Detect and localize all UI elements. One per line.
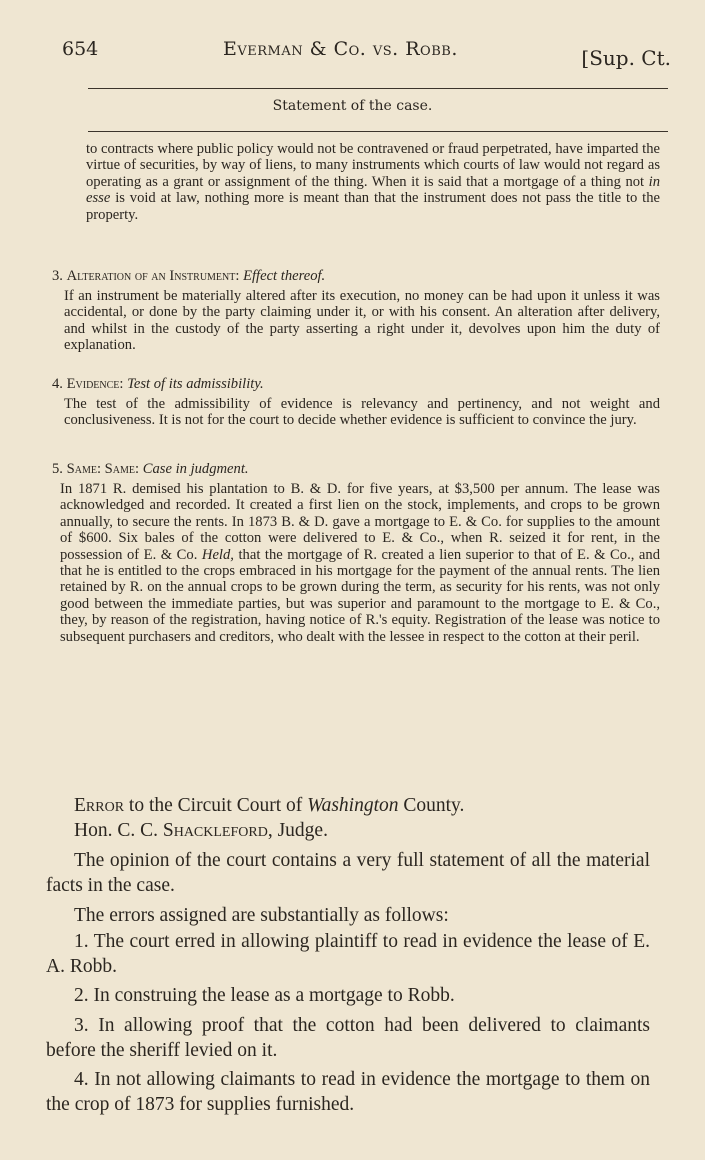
headnote-subtopic: Case in judgment. bbox=[142, 461, 249, 477]
statement-paragraph-5: 3. In allowing proof that the cotton had been delivered to claimants before the sheriff levied on it. bbox=[46, 1015, 650, 1061]
error-prefix: Error bbox=[74, 795, 125, 816]
error-line bbox=[74, 793, 678, 818]
headnote-topic: Alteration of an Instrument: bbox=[66, 268, 240, 284]
headnote-subtopic: Effect thereof. bbox=[243, 268, 326, 284]
county-word: County. bbox=[403, 795, 465, 816]
headnote-number: 4. bbox=[52, 376, 63, 392]
page-number: 654 bbox=[62, 38, 99, 60]
headnote-topic-2: Same: bbox=[104, 461, 140, 477]
section-label: Statement of the case. bbox=[272, 98, 433, 114]
judge-title: Judge. bbox=[277, 820, 328, 841]
syllabus-text: to contracts where public policy would not be contravened or fraud perpetrated, have imparted the virtue of securities, by way of liens, to many instruments which courts of law would not regard as operating as a grant or assignment of the thing. When it is said that a mortgage of a thing not bbox=[86, 141, 660, 190]
header-rule-top bbox=[88, 88, 668, 89]
headnote-number: 5. bbox=[52, 461, 63, 477]
case-title: Everman & Co. vs. Robb. bbox=[223, 38, 458, 60]
headnote-subtopic: Test of its admissibility. bbox=[127, 376, 264, 392]
headnote-5-text bbox=[60, 481, 660, 645]
statement-paragraph-2: The errors assigned are substantially as follows: bbox=[74, 905, 449, 926]
headnote-3-heading bbox=[52, 268, 652, 284]
judge-prefix: Hon. C. C. bbox=[74, 820, 158, 841]
headnote-5-text-after: that the mortgage of R. created a lien superior to that of E. & Co., and that he is entitled to the crops embraced in his mortgage for the payment of the annual rents. The lien retained by R. on the annual crops to be grown during the term, as security for his rents, was not only good between the immediate parties, but was superior and paramount to the mortgage to E. & Co., they, by reason of the registration, having notice of R.'s equity. Registration of the lease was notice to subsequent purchasers and creditors, who dealt with the lessee in respect to the cotton at their peril. bbox=[60, 546, 660, 645]
syllabus-text-end: is void at law, nothing more is meant than that the instrument does not pass the title to the property. bbox=[86, 190, 660, 223]
judge-name: Shackleford, bbox=[162, 820, 273, 841]
judge-line bbox=[74, 818, 678, 843]
error-text: to the Circuit Court of bbox=[128, 795, 303, 816]
statement-paragraph-4: 2. In construing the lease as a mortgage to Robb. bbox=[74, 985, 455, 1006]
headnote-number: 3. bbox=[52, 268, 63, 284]
statement-paragraph-1: The opinion of the court contains a very full statement of all the material facts in the case. bbox=[46, 850, 650, 896]
headnote-5-text-before: In 1871 R. demised his plantation to B. & D. for five years, at $3,500 per annum. The lease was acknowledged and recorded. It created a first lien on the stock, implements, and crops to be grown annually, to secure the rents. In 1873 B. & D. gave a mortgage to E. & Co. for supplies to the amount of $600. Six bales of the cotton were delivered to E. & Co., when R. seized it for rent, in the possession of E. & Co. bbox=[60, 481, 660, 563]
statement-paragraph-6: 4. In not allowing claimants to read in evidence the mortgage to them on the crop of 1873 for supplies furnished. bbox=[46, 1069, 650, 1115]
headnote-4-heading bbox=[52, 376, 652, 392]
in-esse-italic: in esse bbox=[86, 173, 660, 207]
syllabus-continued bbox=[86, 141, 660, 223]
header-rule-bottom bbox=[88, 131, 668, 132]
headnote-3-text: If an instrument be materially altered after its execution, no money can be had upon it unless it was accidental, or done by the party claiming under it, or with his consent. An alteration after delivery, and whilst in the custody of the party asserting a right under it, devolves upon him the duty of explanation. bbox=[64, 288, 660, 354]
running-head bbox=[58, 38, 677, 68]
county-name: Washington bbox=[307, 795, 399, 816]
headnote-4-text: The test of the admissibility of evidence is relevancy and pertinency, and not weight and conclusiveness. It is not for the court to decide whether evidence is sufficient to convince the jury. bbox=[64, 396, 660, 429]
headnote-topic: Same: bbox=[66, 461, 102, 477]
held-italic: Held, bbox=[201, 546, 234, 563]
headnote-5-heading bbox=[52, 461, 652, 477]
statement-paragraph-3: 1. The court erred in allowing plaintiff to read in evidence the lease of E. A. Robb. bbox=[46, 931, 650, 977]
headnote-topic: Evidence: bbox=[66, 376, 124, 392]
court-label: [Sup. Ct. bbox=[581, 46, 671, 70]
